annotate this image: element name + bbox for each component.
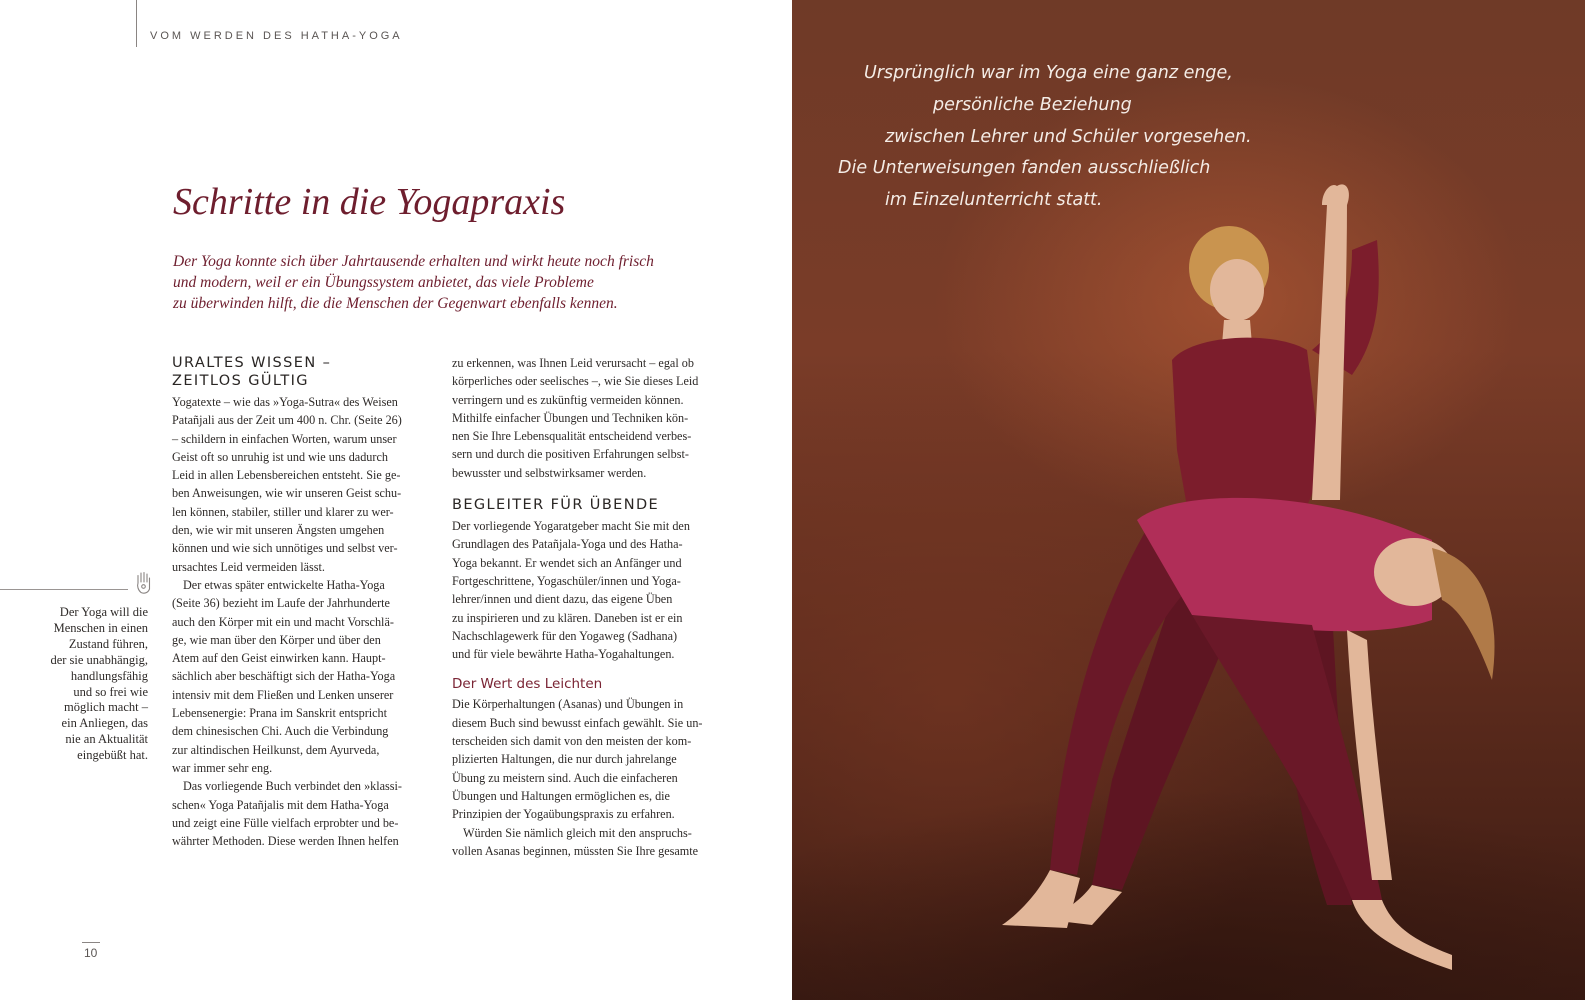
text-line: vollen Asanas beginnen, müssten Sie Ihre gesamte bbox=[452, 843, 699, 858]
side-note-line: Zustand führen, bbox=[68, 636, 148, 651]
text-line: Patañjali aus der Zeit um 400 n. Chr. (Seite 26) bbox=[172, 413, 402, 428]
text-line: zur altindischen Heilkunst, dem Ayurveda, bbox=[172, 742, 380, 757]
text-line: verringern und es zukünftig vermeiden können. bbox=[452, 392, 684, 407]
text-line: Der vorliegende Yogaratgeber macht Sie mit den bbox=[452, 519, 690, 534]
text-line: nen Sie Ihre Lebensqualität entscheidend verbes- bbox=[452, 429, 692, 444]
text-line: Atem auf den Geist einwirken kann. Haupt- bbox=[172, 651, 386, 666]
page-title: Schritte in die Yogapraxis bbox=[173, 181, 566, 223]
text-line: auch den Körper mit ein und macht Vorschlä- bbox=[172, 614, 394, 629]
text-line: plizierten Haltungen, die nur durch jahrelange bbox=[452, 752, 677, 767]
text-line: dem chinesischen Chi. Auch die Verbindung bbox=[172, 724, 389, 739]
text-line: – schildern in einfachen Worten, warum unser bbox=[172, 431, 397, 446]
side-note-line: Menschen in einen bbox=[53, 620, 148, 635]
text-line: bewusster und selbstwirksamer werden. bbox=[452, 465, 647, 480]
subsection-heading-wert-des-leichten: Der Wert des Leichten bbox=[452, 676, 603, 693]
text-line: lehrer/innen und dient dazu, das eigene Üben bbox=[452, 592, 673, 607]
quote-line: persönliche Beziehung bbox=[933, 94, 1132, 115]
text-line: Mithilfe einfacher Übungen und Techniken kön- bbox=[452, 410, 689, 425]
side-note-line: nie an Aktualität bbox=[65, 732, 148, 747]
quote-line: im Einzelunterricht statt. bbox=[885, 190, 1103, 211]
column-continuation bbox=[452, 354, 714, 482]
side-note-line: Der Yoga will die bbox=[59, 605, 148, 619]
section-body bbox=[172, 393, 416, 850]
lead-line: Der Yoga konnte sich über Jahrtausende erhalten und wirkt heute noch frisch bbox=[173, 253, 654, 270]
text-line: ursachtes Leid vermeiden lässt. bbox=[172, 559, 325, 574]
text-line: Geist oft so unruhig ist und wie uns dadurch bbox=[172, 449, 388, 464]
quote-line: Die Unterweisungen fanden ausschließlich bbox=[838, 158, 1211, 179]
text-line: zu erkennen, was Ihnen Leid verursacht – egal ob bbox=[452, 356, 694, 370]
text-line: und zeigt eine Fülle vielfach erprobter und be- bbox=[172, 815, 399, 830]
page-number: 10 bbox=[84, 946, 98, 960]
text-line: diesem Buch sind bewusst einfach gewählt. Sie un- bbox=[452, 715, 703, 730]
text-line: Lebensenergie: Prana im Sanskrit entspricht bbox=[172, 706, 388, 721]
section-heading-begleiter: BEGLEITER FÜR ÜBENDE bbox=[452, 497, 660, 514]
text-line: Yoga bekannt. Er wendet sich an Anfänger und bbox=[452, 555, 682, 570]
text-line: Übungen und Haltungen ermöglichen es, die bbox=[452, 788, 670, 803]
text-line: war immer sehr eng. bbox=[172, 760, 273, 775]
text-line: Der etwas später entwickelte Hatha-Yoga bbox=[183, 577, 385, 592]
quote-line: Ursprünglich war im Yoga eine ganz enge, bbox=[864, 63, 1233, 83]
text-line: ge, wie man über den Körper und über den bbox=[172, 632, 381, 647]
side-note-rule bbox=[0, 589, 128, 590]
pull-quote bbox=[792, 58, 1585, 217]
text-line: währter Methoden. Diese werden Ihnen helfen bbox=[172, 834, 399, 849]
text-line: Prinzipien der Yogaübungspraxis zu erfahren. bbox=[452, 807, 675, 822]
text-line: zu inspirieren und zu klären. Daneben ist er ein bbox=[452, 610, 683, 625]
lead-line: zu überwinden hilft, die die Menschen der Gegenwart ebenfalls kennen. bbox=[173, 295, 618, 312]
text-line: körperliches oder seelisches –, wie Sie dieses Leid bbox=[452, 374, 699, 389]
lead-line: und modern, weil er ein Übungssystem anbietet, das viele Probleme bbox=[173, 274, 594, 291]
page-number-rule bbox=[82, 942, 100, 943]
running-head-rule bbox=[136, 0, 137, 47]
text-line: terscheiden sich damit von den meisten der kom- bbox=[452, 734, 692, 749]
text-line: intensiv mit dem Fließen und Lenken unserer bbox=[172, 687, 394, 702]
photo-page bbox=[792, 0, 1585, 1000]
section-heading-line: URALTES WISSEN – bbox=[172, 355, 332, 371]
text-line: Nachschlagewerk für den Yogaweg (Sadhana) bbox=[452, 628, 678, 643]
text-line: ben Anweisungen, wie wir unseren Geist schu- bbox=[172, 486, 402, 501]
text-line: Würden Sie nämlich gleich mit den anspruchs- bbox=[463, 825, 692, 840]
side-note-line: ein Anliegen, das bbox=[61, 716, 148, 731]
side-note-line: möglich macht – bbox=[63, 700, 148, 715]
quote-line: zwischen Lehrer und Schüler vorgesehen. bbox=[885, 126, 1252, 147]
text-line: können und wie sich unnötiges und selbst ver- bbox=[172, 541, 398, 556]
side-note-line: der sie unabhängig, bbox=[50, 652, 148, 667]
hand-icon bbox=[132, 569, 154, 595]
text-column-2 bbox=[452, 354, 714, 860]
section-body bbox=[452, 695, 714, 860]
text-line: und für viele bewährte Hatha-Yogahaltungen. bbox=[452, 647, 675, 662]
text-line: sern und durch die positiven Erfahrungen selbst- bbox=[452, 447, 689, 462]
text-line: Das vorliegende Buch verbindet den »klassi- bbox=[183, 779, 402, 794]
text-line: (Seite 36) bezieht im Laufe der Jahrhunderte bbox=[172, 596, 390, 611]
section-heading-uraltes-wissen bbox=[172, 354, 416, 390]
text-line: Yogatexte – wie das »Yoga-Sutra« des Weisen bbox=[172, 395, 398, 409]
text-line: den, wie wir mit unseren Ängsten umgehen bbox=[172, 523, 385, 538]
running-head: VOM WERDEN DES HATHA-YOGA bbox=[150, 30, 403, 42]
text-line: Grundlagen des Patañjala-Yoga und des Hatha- bbox=[452, 537, 683, 552]
side-note-line: handlungsfähig bbox=[70, 668, 148, 683]
text-line: Die Körperhaltungen (Asanas) und Übungen in bbox=[452, 697, 684, 712]
side-note-line: eingebüßt hat. bbox=[77, 748, 148, 763]
section-body bbox=[452, 517, 714, 663]
text-line: Leid in allen Lebensbereichen entsteht. Sie ge- bbox=[172, 468, 401, 483]
text-line: Fortgeschrittene, Yogaschüler/innen und Yoga- bbox=[452, 573, 681, 588]
side-note bbox=[20, 605, 148, 764]
text-line: sächlich aber beschäftigt sich der Hatha-Yoga bbox=[172, 669, 396, 684]
text-line: Übung zu meistern sind. Auch die einfacheren bbox=[452, 770, 678, 785]
section-heading-line: ZEITLOS GÜLTIG bbox=[172, 373, 309, 389]
lead-paragraph bbox=[173, 251, 693, 314]
side-note-line: und so frei wie bbox=[73, 684, 148, 699]
left-page bbox=[0, 0, 792, 1000]
text-column-1 bbox=[172, 354, 416, 850]
text-line: len können, stabiler, stiller und klarer zu wer- bbox=[172, 504, 394, 519]
text-line: schen« Yoga Patañjalis mit dem Hatha-Yoga bbox=[172, 797, 389, 812]
